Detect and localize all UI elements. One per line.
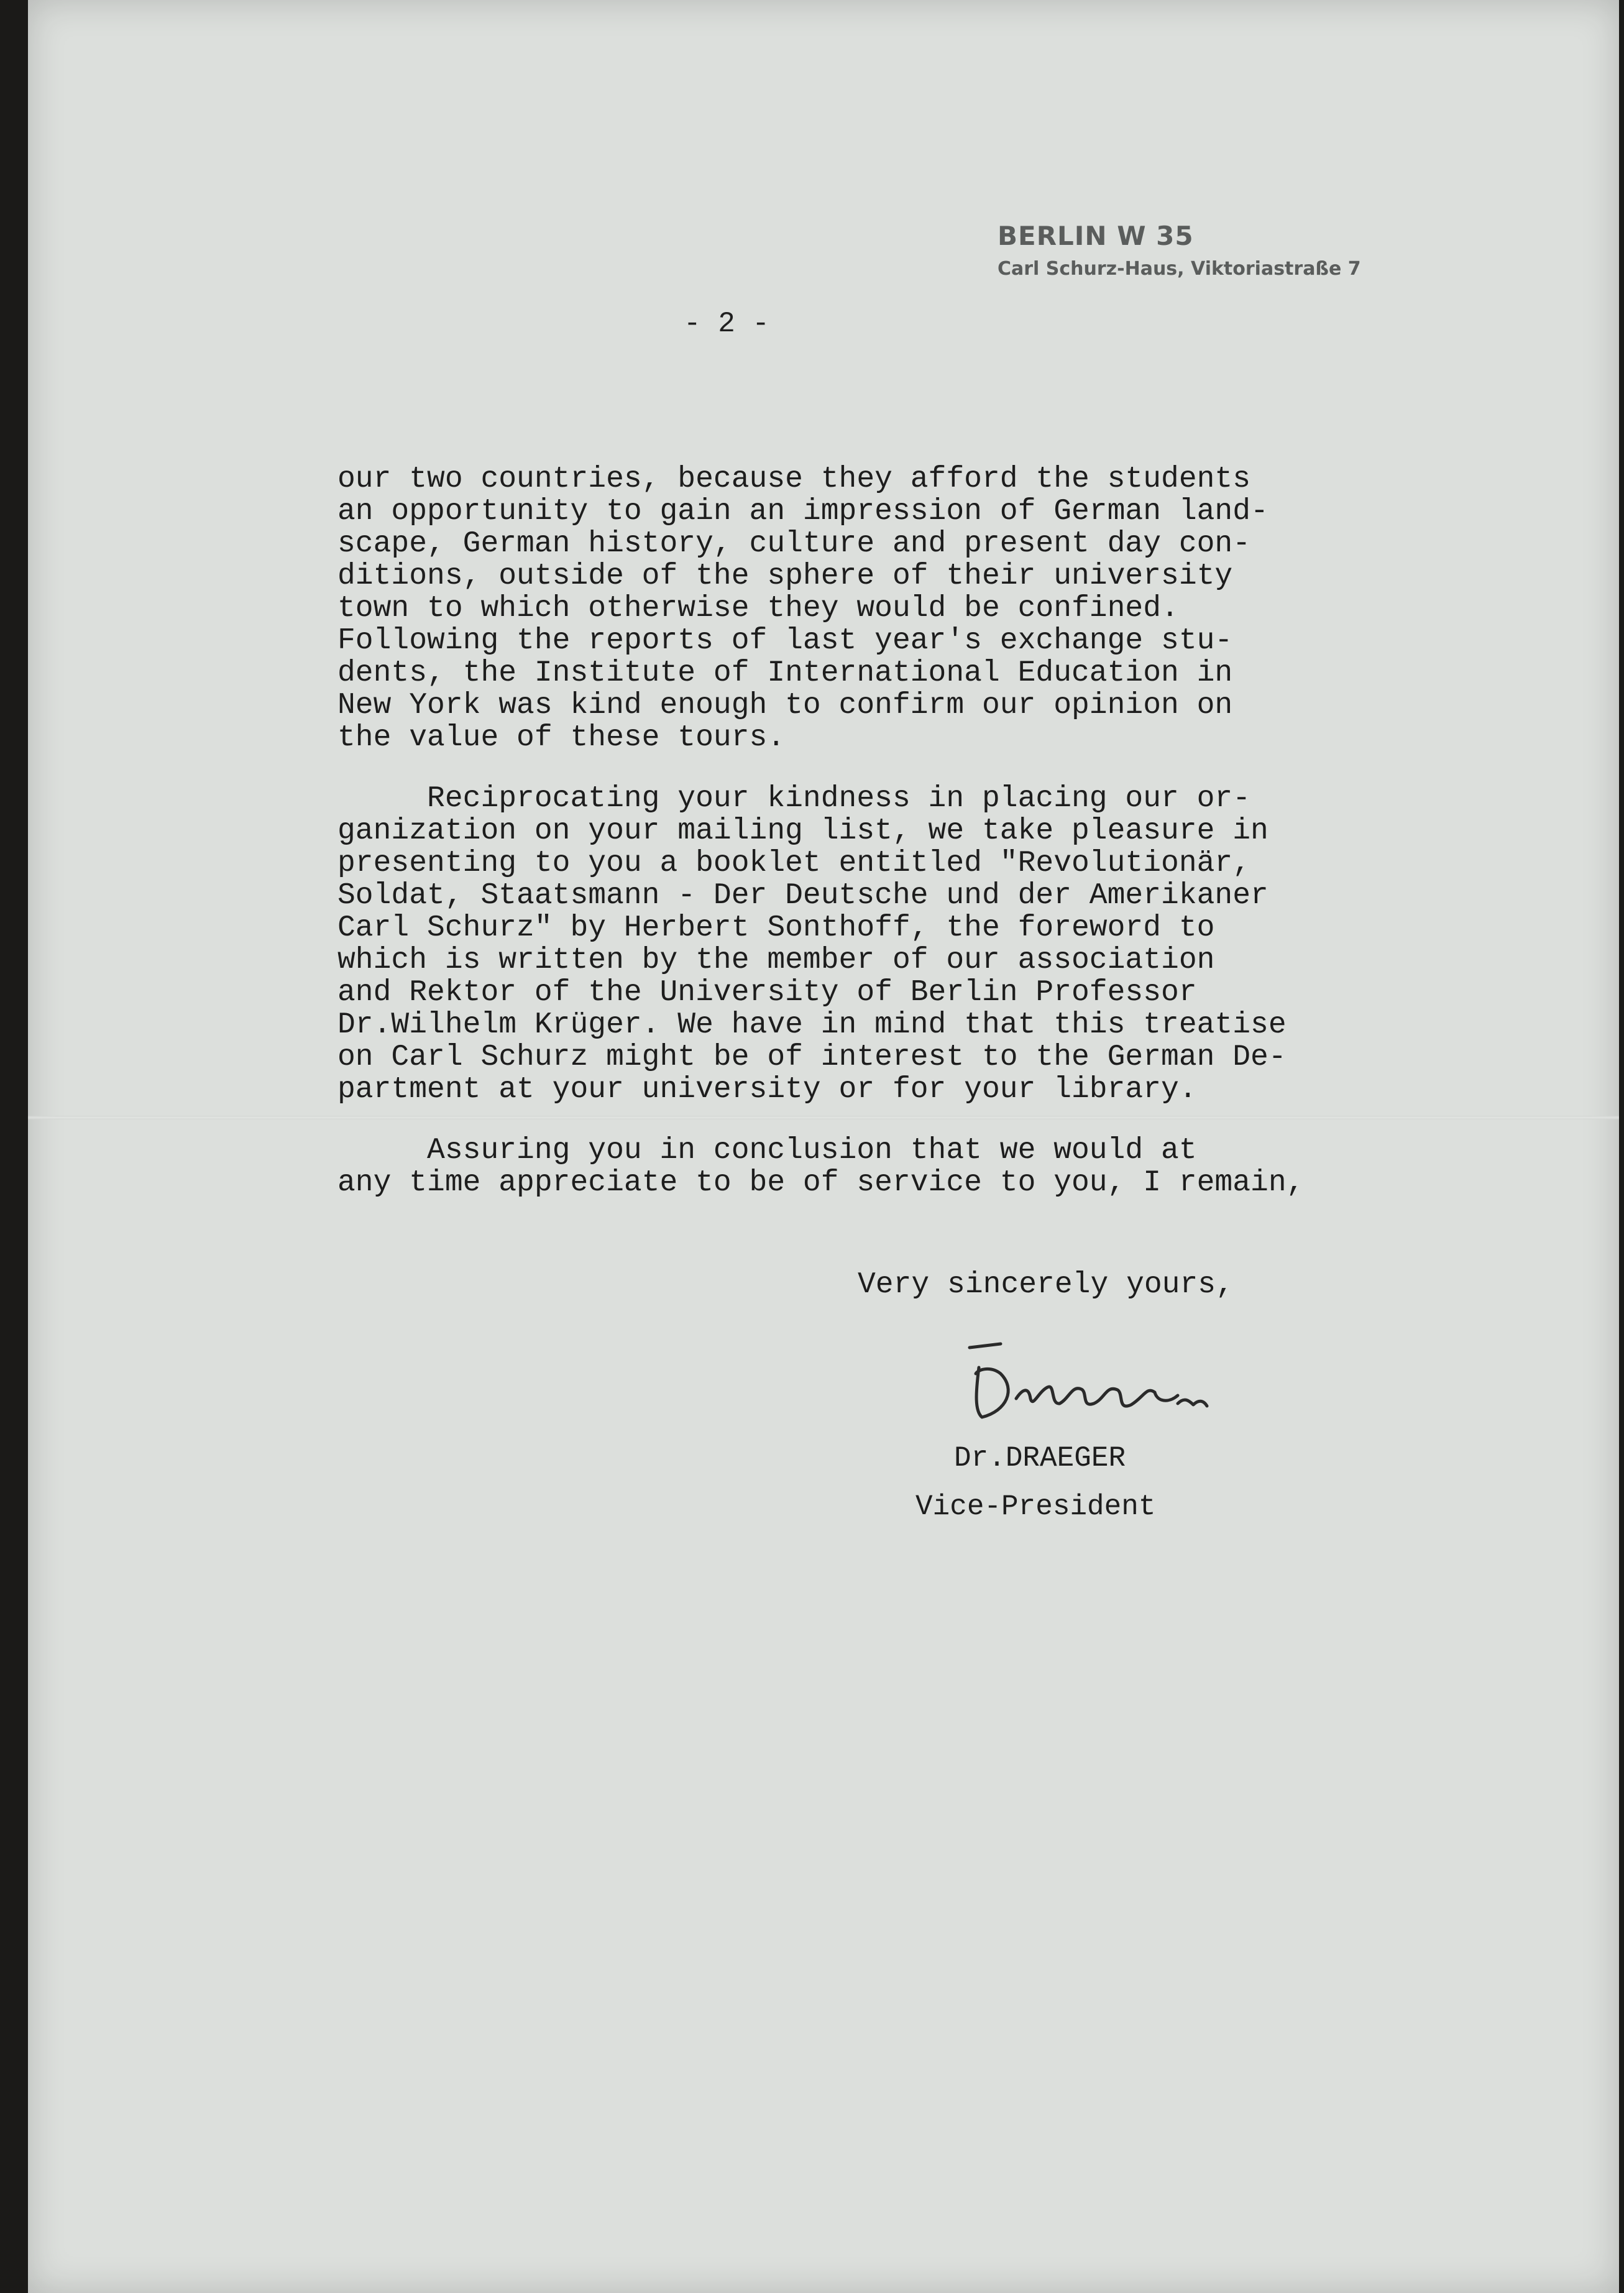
signer-name: Dr.DRAEGER: [954, 1442, 1126, 1474]
body-line: dents, the Institute of International Education in: [337, 656, 1233, 690]
body-line: ditions, outside of the sphere of their university: [337, 559, 1233, 593]
body-line: New York was kind enough to confirm our opinion on: [337, 689, 1233, 722]
signer-title: Vice-President: [915, 1491, 1156, 1523]
letterhead-address: Carl Schurz-Haus, Viktoriastraße 7: [998, 258, 1361, 280]
letter-body: [337, 463, 1431, 1228]
body-line: the value of these tours.: [337, 721, 786, 755]
paragraph-2: [337, 783, 1431, 1106]
body-line: Following the reports of last year's exchange stu-: [337, 624, 1233, 658]
letterhead-city: BERLIN W 35: [998, 221, 1194, 251]
paragraph-1: [337, 463, 1431, 754]
body-line: presenting to you a booklet entitled "Revolutionär,: [337, 847, 1251, 880]
body-line: and Rektor of the University of Berlin Professor: [337, 976, 1197, 1009]
body-line: Dr.Wilhelm Krüger. We have in mind that this treatise: [337, 1008, 1287, 1042]
body-line: town to which otherwise they would be confined.: [337, 592, 1179, 625]
body-line: on Carl Schurz might be of interest to the German De-: [337, 1041, 1287, 1074]
page-number: - 2 -: [684, 308, 770, 340]
paragraph-3: [337, 1134, 1431, 1199]
letterhead: [998, 219, 1361, 285]
body-line: which is written by the member of our association: [337, 944, 1215, 977]
body-line: any time appreciate to be of service to you, I remain,: [337, 1166, 1305, 1200]
body-line: Assuring you in conclusion that we would at: [337, 1134, 1197, 1167]
body-line: scape, German history, culture and present day con-: [337, 527, 1251, 561]
body-line: Carl Schurz" by Herbert Sonthoff, the foreword to: [337, 911, 1215, 945]
body-line: Soldat, Staatsmann - Der Deutsche und der Amerikaner: [337, 879, 1268, 912]
body-line: an opportunity to gain an impression of German land-: [337, 495, 1268, 528]
body-line: ganization on your mailing list, we take pleasure in: [337, 814, 1268, 848]
body-line: partment at your university or for your library.: [337, 1073, 1197, 1106]
handwritten-signature: [957, 1330, 1243, 1442]
body-line: Reciprocating your kindness in placing our or-: [337, 782, 1251, 816]
closing-salutation: Very sincerely yours,: [858, 1268, 1234, 1302]
body-line: our two countries, because they afford the students: [337, 462, 1251, 496]
